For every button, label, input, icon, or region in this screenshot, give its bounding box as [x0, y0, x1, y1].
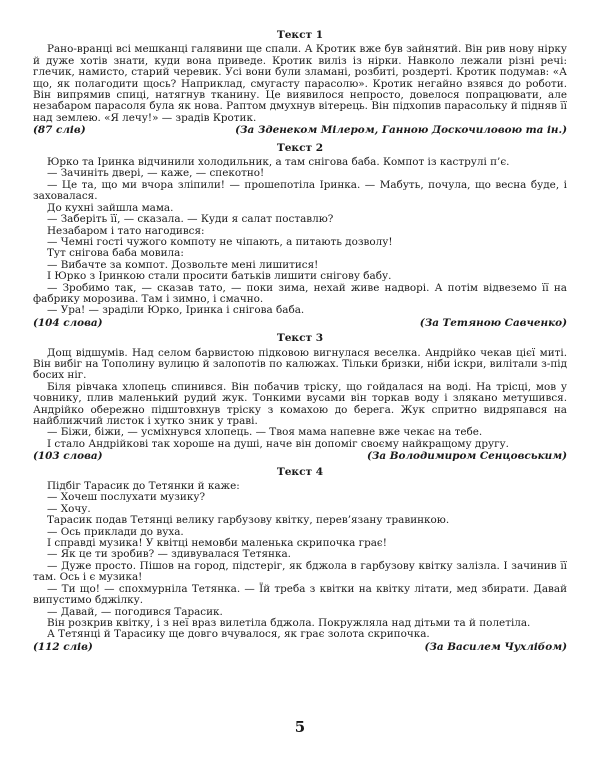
text-4-line: — Хочеш послухати музику?	[47, 491, 206, 504]
text-4-line: Підбіг Тарасик до Тетянки й каже:	[47, 480, 240, 493]
text-3-paragraph: Дощ відшумів. Над селом барвистою підковою вигнулася веселка. Андрійко чекав цієї миті. Він вибіг на Тополину вулицю й залопотів по калюжах. Тільки бризки, ніби іскри, вилітали з-під босих ніг.	[33, 346, 567, 382]
text-3-word-count: (103 слова)	[33, 450, 103, 463]
text-2-section	[33, 143, 567, 330]
text-2-footer	[33, 318, 567, 329]
text-1-word-count: (87 слів)	[33, 124, 86, 137]
page-number: 5	[294, 718, 306, 736]
text-1-title: Текст 1	[276, 29, 324, 41]
text-3-paragraph: — Біжи, біжи, — усміхнувся хлопець. — Твоя мама напевне вже чекає на тебе.	[47, 426, 483, 439]
text-1-footer	[33, 125, 567, 136]
text-1-paragraph: Рано-вранці всі мешканці галявини ще спали. А Кротик вже був зайнятий. Він рив нову нірку й дуже хотів знати, куди вона приведе. Кротик виліз із нірки. Навколо лежали різні речі: глечик, намисто, старий черевик. Усі вони були зламані, розбиті, роздерті. Кротик подумав: «А що, як полагодити щось? Наприклад, смугасту парасолю». Кротик негайно взявся до роботи. Він випрямив спиці, натягнув тканину. Це виявилося непросто, довелося попрацювати, але незабаром парасоля була як нова. Раптом дмухнув вітерець. Він підхопив парасольку й підняв її над землею. «Я лечу!» — зрадів Кротик.	[33, 43, 567, 124]
text-2-line: Незабаром і тато нагодився:	[47, 224, 205, 237]
text-4-line: — Ось приклади до вуха.	[47, 525, 184, 538]
text-2-source: (За Тетяною Савченко)	[419, 316, 567, 329]
text-4-line: — Ти що! — спохмурніла Тетянка. — Їй треба з квітки на квітку літати, мед збирати. Давай випустимо бджілку.	[33, 582, 567, 607]
text-1-source: (За Зденеком Мілером, Ганною Доскочиловою та ін.)	[235, 124, 567, 137]
text-3-paragraph: Біля рівчака хлопець спинився. Він побачив тріску, що гойдалася на воді. На трісці, мов у човнику, плив маленький рудий жук. Тонкими вусами він торкав воду і злякано метушився. Андрійко обережно підштовхнув тріску з комахою до берега. Жук спритно видряпався на найближчий листок і хутко зник у траві.	[33, 380, 567, 427]
text-4-source: (За Василем Чухлібом)	[424, 640, 567, 653]
text-2-word-count: (104 слова)	[33, 316, 103, 329]
page-content	[33, 28, 567, 657]
text-4-line: — Хочу.	[47, 502, 91, 515]
text-2-line: — Ура! — зраділи Юрко, Іринка і снігова баба.	[47, 304, 305, 317]
text-4-line: Тарасик подав Тетянці велику гарбузову квітку, перев’язану травинкою.	[47, 514, 450, 527]
text-4-line: — Давай, — погодився Тарасик.	[47, 605, 223, 618]
text-2-line: — Заберіть її, — сказала. — Куди я салат поставлю?	[47, 213, 334, 226]
text-4-word-count: (112 слів)	[33, 640, 93, 653]
text-3-source: (За Володимиром Сенцовським)	[366, 450, 567, 463]
text-3-footer	[33, 451, 567, 462]
text-4-line: — Дуже просто. Пішов на город, підстеріг, як бджола в гарбузову квітку залізла. І зачинив її там. Ось і є музика!	[33, 559, 567, 584]
text-2-line: Юрко та Іринка відчинили холодильник, а там снігова баба. Компот із каструлі п’є.	[47, 156, 510, 169]
text-4-line: І справді музика! У квітці немовби маленька скрипочка грає!	[47, 537, 387, 550]
text-2-line: — Чемні гості чужого компоту не чіпають, а питають дозволу!	[47, 235, 393, 248]
text-2-line: — Зробимо так, — сказав тато, — поки зима, нехай живе надворі. А потім відвеземо її на фабрику морозива. Там і зимно, і смачно.	[33, 281, 567, 305]
text-4-line: — Як це ти зробив? — здивувалася Тетянка.	[47, 548, 291, 561]
text-4-line: А Тетянці й Тарасику ще довго вчувалося, як грає золота скрипочка.	[47, 628, 430, 641]
text-2-line: — Це та, що ми вчора зліпили! — прошепотіла Іринка. — Мабуть, почула, що весна буде, і заховалася.	[33, 178, 567, 203]
text-2-line: — Зачиніть двері, — каже, — спекотно!	[47, 167, 265, 180]
text-3-section	[33, 333, 567, 462]
text-4-footer	[33, 642, 567, 653]
text-4-line: Він розкрив квітку, і з неї враз вилетіла бджола. Покружляла над дітьми та й полетіла.	[47, 616, 531, 629]
text-2-line: Тут снігова баба мовила:	[47, 247, 184, 260]
text-4-section	[33, 467, 567, 654]
text-2-title: Текст 2	[276, 141, 324, 154]
text-3-paragraph: І стало Андрійкові так хороше на душі, наче він допоміг своєму найкращому другу.	[47, 437, 509, 450]
text-2-line: І Юрко з Іринкою стали просити батьків лишити снігову бабу.	[47, 270, 392, 283]
text-4-title: Текст 4	[276, 465, 324, 478]
text-2-line: — Вибачте за компот. Дозвольте мені лишитися!	[47, 258, 319, 271]
text-3-title: Текст 3	[276, 332, 324, 345]
text-2-line: До кухні зайшла мама.	[47, 201, 174, 214]
text-1-section	[33, 30, 567, 137]
